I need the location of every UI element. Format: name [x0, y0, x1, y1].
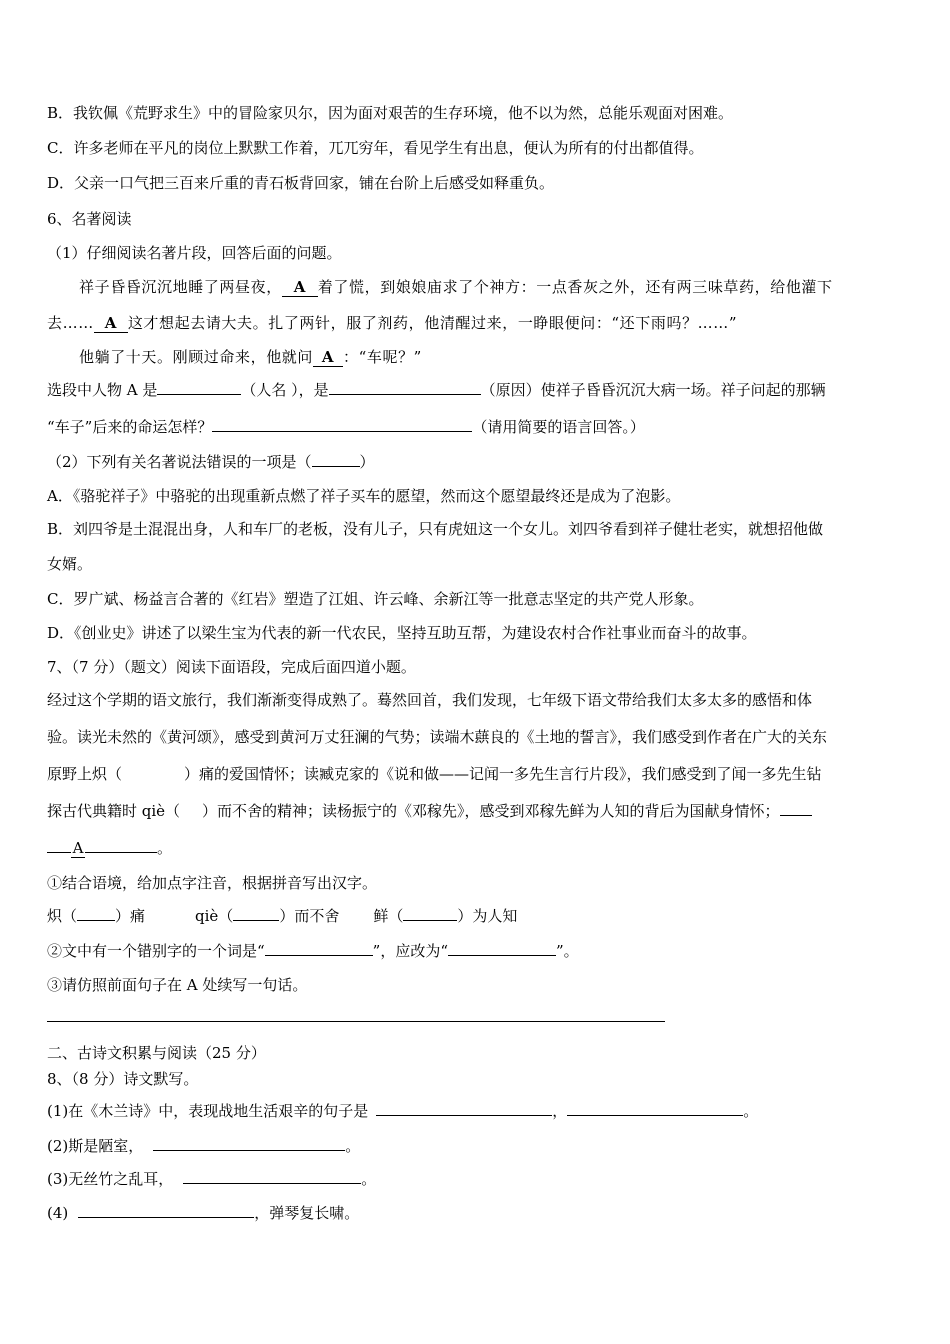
excerpt-text: ：“车呢？” — [343, 348, 422, 366]
q6-option-b-line-2: 女婿。 — [47, 555, 93, 573]
question-text: ②文中有一个错别字的一个词是“ — [47, 942, 265, 960]
question-text: （原因）使祥子昏昏沉沉大病一场。祥子问起的那辆 — [480, 381, 826, 399]
question-text: “车子”后来的命运怎样？ — [47, 418, 213, 436]
answer-blank-tanqin[interactable] — [78, 1217, 254, 1218]
question-text: （2）下列有关名著说法错误的一项是（ — [47, 453, 312, 471]
question-text: 。 — [743, 1102, 759, 1120]
answer-label: 炽（ — [47, 907, 78, 925]
question-text: ， — [552, 1102, 568, 1120]
q7-passage-line-4 — [47, 801, 812, 821]
q8-line-1 — [47, 1101, 758, 1121]
answer-blank-xian-pinyin[interactable] — [403, 920, 457, 921]
passage-text: 原野上炽（ — [47, 765, 123, 783]
q8-heading: 8、（8 分）诗文默写。 — [47, 1070, 199, 1088]
excerpt-line-2 — [47, 313, 737, 333]
excerpt-text: 去…… — [47, 314, 94, 332]
excerpt-line-3 — [79, 347, 422, 367]
q7-sub2 — [47, 941, 579, 961]
q8-line-3 — [47, 1169, 376, 1189]
q7-sub1-prompt: ①结合语境，给加点字注音，根据拼音写出汉字。 — [47, 874, 378, 892]
answer-blank-name[interactable] — [157, 394, 241, 395]
answer-label: ）为人知 — [457, 907, 518, 925]
answer-line-sub3[interactable] — [47, 1021, 665, 1022]
q6-part2-prompt — [47, 452, 375, 472]
q6-question-line-1 — [47, 380, 826, 400]
passage-text: ）痛的爱国情怀；读臧克家的《说和做——记闻一多先生言行片段》，我们感受到了闻一多先生钻 — [184, 765, 822, 783]
question-text: ”，应改为“ — [372, 942, 449, 960]
question-text: 。 — [345, 1137, 361, 1155]
q6-option-b-line-1: B．刘四爷是土混混出身，人和车厂的老板，没有儿子，只有虎妞这一个女儿。刘四爷看到祥子健壮老实，就想招他做 — [47, 520, 824, 538]
question-text: 。 — [361, 1170, 377, 1188]
answer-blank-wrong-word[interactable] — [265, 955, 373, 956]
question-text: （请用简要的语言回答。） — [472, 418, 645, 436]
answer-blank-a-lead[interactable] — [47, 852, 71, 853]
excerpt-text: 祥子昏昏沉沉地睡了两昼夜， — [79, 278, 282, 296]
excerpt-line-1 — [79, 277, 833, 297]
question-text: ） — [359, 453, 375, 471]
excerpt-text: 这才想起去请大夫。扎了两针，服了剂药，他清醒过来，一睁眼便问：“还下雨吗？……” — [127, 314, 738, 332]
q6-option-d: D．《创业史》讲述了以梁生宝为代表的新一代农民，坚持互助互帮，为建设农村合作社事业而奋斗的故事。 — [47, 624, 757, 642]
excerpt-blank-a: A — [282, 279, 318, 297]
question-text: (4) — [47, 1204, 69, 1222]
q6-question-line-2 — [47, 417, 645, 437]
answer-blank-mulan-1[interactable] — [376, 1115, 552, 1116]
question-text: (2)斯是陋室， — [47, 1137, 144, 1155]
question-text: ”。 — [556, 942, 579, 960]
q6-option-c: C．罗广斌、杨益言合著的《红岩》塑造了江姐、许云峰、余新江等一批意志坚定的共产党人形象。 — [47, 590, 704, 608]
q7-sub1-answers — [47, 906, 517, 926]
answer-label: ）而不舍 — [279, 907, 340, 925]
answer-label: qiè（ — [195, 907, 234, 925]
q7-passage-line-2: 验。读光未然的《黄河颂》，感受到黄河万丈狂澜的气势；读端木蕻良的《土地的誓言》，我们感受到作者在广大的关东 — [47, 728, 828, 746]
answer-blank-a-start[interactable] — [780, 815, 812, 816]
answer-blank-choice[interactable] — [312, 466, 360, 467]
answer-blank-loushi[interactable] — [153, 1150, 345, 1151]
q7-passage-line-3 — [47, 764, 822, 784]
q6-option-a: A．《骆驼祥子》中骆驼的出现重新点燃了祥子买车的愿望，然而这个愿望最终还是成为了泡影。 — [47, 487, 681, 505]
answer-blank-sizhu[interactable] — [183, 1183, 361, 1184]
answer-label: ）痛 — [115, 907, 146, 925]
passage-text: 探古代典籍时 qiè（ — [47, 802, 181, 820]
question-text: (1)在《木兰诗》中，表现战地生活艰辛的句子是 — [47, 1102, 369, 1120]
excerpt-blank-a: A — [313, 349, 343, 367]
q7-sub3: ③请仿照前面句子在 A 处续写一句话。 — [47, 976, 308, 994]
question-text: 选段中人物 A 是 — [47, 381, 158, 399]
answer-blank-car-fate[interactable] — [212, 431, 472, 432]
passage-blank-a-label: A — [72, 839, 84, 857]
answer-label: 鲜（ — [373, 907, 404, 925]
answer-blank-a-tail[interactable] — [85, 852, 157, 853]
answer-blank-correct-word[interactable] — [448, 955, 556, 956]
answer-blank-qie-hanzi[interactable] — [233, 920, 279, 921]
question-text: ，弹琴复长啸。 — [254, 1204, 360, 1222]
q5-option-d: D．父亲一口气把三百来斤重的青石板背回家，铺在台阶上后感受如释重负。 — [47, 174, 555, 192]
excerpt-text: 着了慌，到娘娘庙求了个神方：一点香灰之外，还有两三味草药，给他灌下 — [317, 278, 833, 296]
passage-text: 。 — [157, 839, 173, 857]
q5-option-b: B．我钦佩《荒野求生》中的冒险家贝尔，因为面对艰苦的生存环境，他不以为然，总能乐观面对困难。 — [47, 104, 734, 122]
question-text: （人名 ），是 — [241, 381, 329, 399]
answer-blank-mulan-2[interactable] — [567, 1115, 743, 1116]
q7-heading: 7、（7 分）（题文）阅读下面语段，完成后面四道小题。 — [47, 658, 416, 676]
q7-passage-line-5 — [47, 838, 172, 858]
q6-part1-prompt: （1）仔细阅读名著片段，回答后面的问题。 — [47, 244, 342, 262]
question-text: (3)无丝竹之乱耳， — [47, 1170, 174, 1188]
q6-heading: 6、名著阅读 — [47, 210, 132, 228]
section2-heading: 二、古诗文积累与阅读（25 分） — [47, 1044, 266, 1062]
q8-line-2 — [47, 1136, 360, 1156]
passage-text: ）而不舍的精神；读杨振宁的《邓稼先》，感受到邓稼先鲜为人知的背后为国献身情怀； — [202, 802, 780, 820]
excerpt-text: 他躺了十天。刚顾过命来，他就问 — [79, 348, 314, 366]
q5-option-c: C．许多老师在平凡的岗位上默默工作着，兀兀穷年，看见学生有出息，便认为所有的付出都值得。 — [47, 139, 704, 157]
excerpt-blank-a: A — [94, 315, 128, 333]
answer-blank-reason[interactable] — [329, 394, 481, 395]
q8-line-4 — [47, 1203, 359, 1223]
q7-passage-line-1: 经过这个学期的语文旅行，我们渐渐变得成熟了。蓦然回首，我们发现，七年级下语文带给我们太多太多的感悟和体 — [47, 691, 813, 709]
answer-blank-chi-pinyin[interactable] — [77, 920, 115, 921]
